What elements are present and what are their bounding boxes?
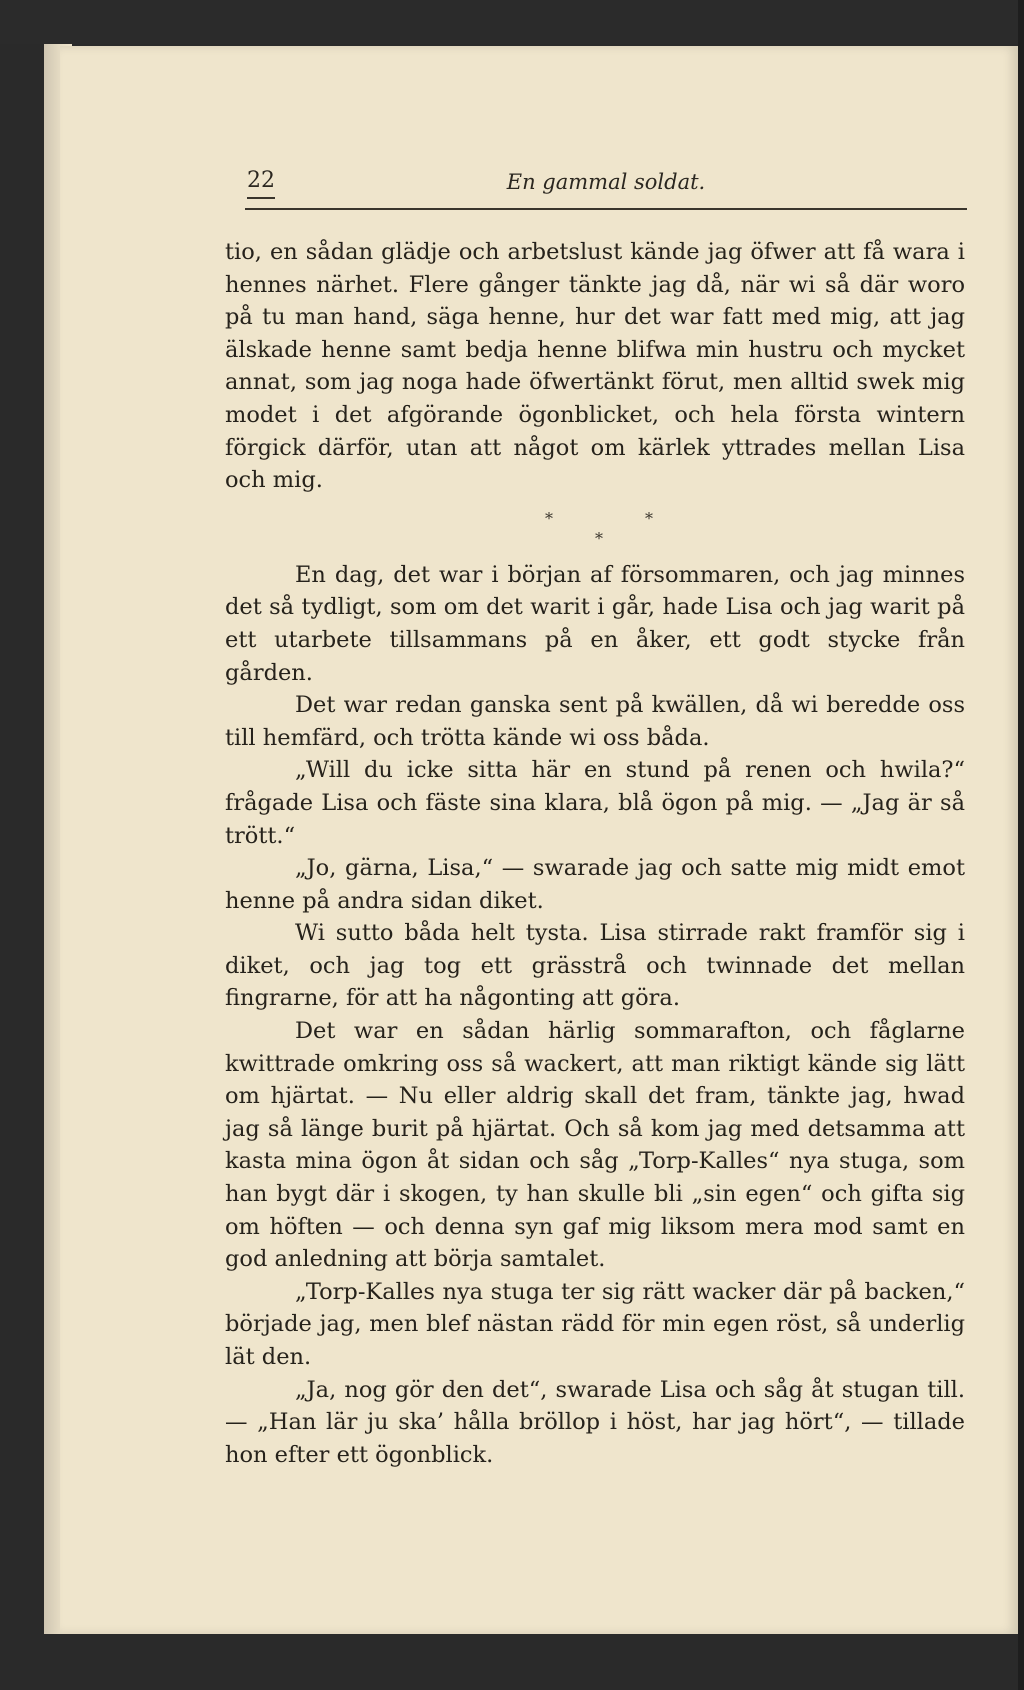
paragraph: Wi sutto båda helt tysta. Lisa stirrade rakt framför sig i diket, och jag tog ett grässtrå och twinnade det mellan fingrarne, för att ha någonting att göra.: [225, 920, 965, 1012]
paragraph: tio, en sådan glädje och arbetslust kände jag öfwer att få wara i hennes närhet. Flere gånger tänkte jag då, när wi så där woro på tu man hand, säga henne, hur det war fatt med mig, att jag älskade henne samt bedja henne blifwa min hustru och mycket annat, som jag noga hade öfwertänkt förut, men alltid swek mig modet i det afgörande ögonblicket, och hela första wintern förgick därför, utan att något om kärlek yttrades mellan Lisa och mig.: [225, 239, 965, 494]
paragraph: En dag, det war i början af försommaren, och jag minnes det så tydligt, som om det warit i går, hade Lisa och jag warit på ett utarbete tillsammans på en åker, ett godt stycke från gården.: [225, 561, 965, 686]
asterisk: *: [545, 508, 553, 528]
paragraph: Det war redan ganska sent på kwällen, då wi beredde oss till hemfärd, och trötta kände wi oss båda.: [225, 692, 965, 751]
page-header: [245, 168, 967, 210]
section-break-asterism: [225, 497, 965, 559]
scan-background-right: [1018, 0, 1024, 1690]
paragraph: „Will du icke sitta här en stund på renen och hwila?“ frågade Lisa och fäste sina klara, blå ögon på mig. — „Jag är så trött.“: [225, 757, 965, 849]
running-title: En gammal soldat.: [506, 170, 706, 194]
paragraph: „Jo, gärna, Lisa,“ — swarade jag och satte mig midt emot henne på andra sidan diket.: [225, 855, 965, 914]
asterisk: *: [595, 528, 603, 548]
paragraph: Det war en sådan härlig sommarafton, och fåglarne kwittrade omkring oss så wackert, att man riktigt kände sig lätt om hjärtat. — Nu eller aldrig skall det fram, tänkte jag, hwad jag så länge burit på hjärtat. Och så kom jag med detsamma att kasta mina ögon åt sidan och såg „Torp-Kalles“ nya stuga, som han bygt där i skogen, ty han skulle bli „sin egen“ och gifta sig om höften — och denna syn gaf mig liksom mera mod samt en god anledning att börja samtalet.: [225, 1018, 965, 1273]
paragraph: „Torp-Kalles nya stuga ter sig rätt wacker där på backen,“ började jag, men blef nästan rädd för min egen röst, så underlig lät den.: [225, 1278, 965, 1370]
page-number: 22: [247, 168, 275, 199]
scan-background-top: [0, 0, 1024, 44]
asterisk: *: [645, 508, 653, 528]
paragraph: „Ja, nog gör den det“, swarade Lisa och såg åt stugan till. — „Han lär ju ska’ hålla bröllop i höst, har jag hört“, — tillade hon efter ett ögonblick.: [225, 1376, 965, 1468]
body-text: [225, 236, 965, 1471]
